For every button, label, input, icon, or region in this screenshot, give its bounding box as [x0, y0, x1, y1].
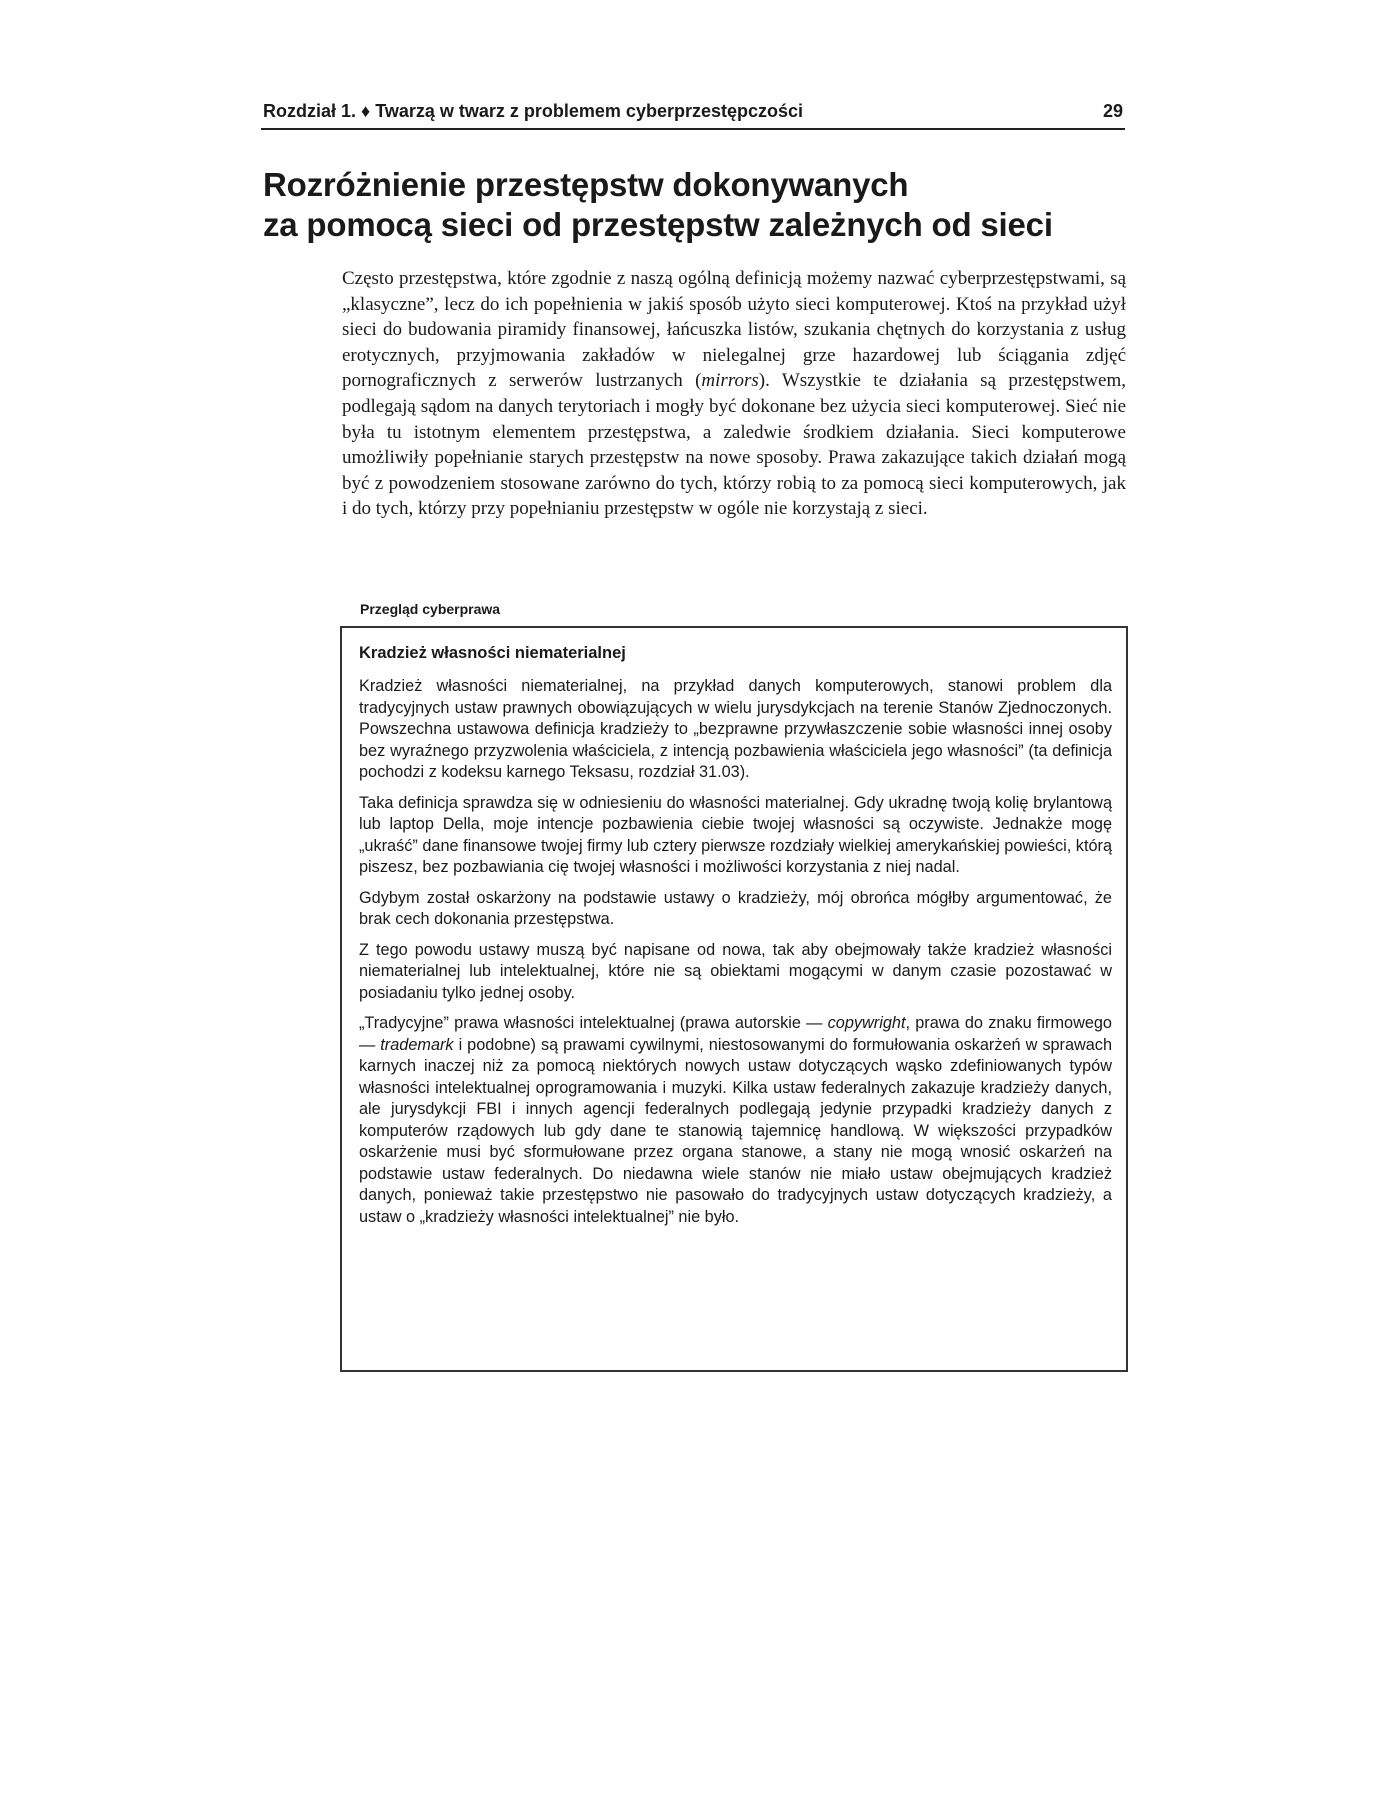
sidebar-p5-text-a: „Tradycyjne” prawa własności intelektualnej (prawa autorskie — — [359, 1014, 828, 1032]
sidebar-p5-text-c: i podobne) są prawami cywilnymi, niestosowanymi do formułowania oskarżeń w sprawach karnych inaczej niż za pomocą niektórych nowych ustaw dotyczących wąsko zdefiniowanych typów własności intelektualnej oprogramowania i muzyki. Kilka ustaw federalnych zakazuje kradzieży danych, ale jurysdykcji FBI i innych agencji federalnych podlegają jedynie przypadki kradzieży danych z komputerów rządowych lub gdy dane te stanowią tajemnicę handlową. W większości przypadków oskarżenie musi być sformułowane przez organa stanowe, a stany nie mogą wnosić oskarżeń na podstawie ustaw federalnych. Do niedawna wiele stanów nie miało ustaw obejmujących kradzież danych, ponieważ takie przestępstwo nie pasowało do tradycyjnych ustaw dotyczących kradzieży, a ustaw o „kradzieży własności intelektualnej” nie było. — [359, 1035, 1113, 1226]
sidebar-paragraph-1: Kradzież własności niematerialnej, na przykład danych komputerowych, stanowi problem dla tradycyjnych ustaw prawnych obowiązujących w wielu jurysdykcjach na terenie Stanów Zjednoczonych. Powszechna ustawowa definicja kradzieży to „bezprawne przywłaszczenie sobie własności innej osoby bez wyraźnego przyzwolenia właściciela, z intencją pozbawienia właściciela jego własności” (ta definicja pochodzi z kodeksu karnego Teksasu, rozdział 31.03). — [359, 677, 1112, 781]
page-header — [261, 98, 1125, 130]
sidebar-heading: Kradzież własności niematerialnej — [359, 644, 626, 662]
sidebar-paragraph-4: Z tego powodu ustawy muszą być napisane od nowa, tak aby obejmowały także kradzież własności niematerialnej lub intelektualnej, które nie są obiektami mogącymi w danym czasie pozostawać w posiadaniu tylko jednej osoby. — [359, 940, 1112, 1002]
section-title-line-2: za pomocą sieci od przestępstw zależnych od sieci — [263, 206, 1053, 243]
running-head: Rozdział 1. ♦ Twarzą w twarz z problemem cyberprzestępczości — [263, 101, 804, 121]
intro-text-2: ). Wszystkie te działania są przestępstwem, podlegają sądom na danych terytoriach i mogły być dokonane bez użycia sieci komputerowej. Sieć nie była tu istotnym elementem przestępstwa, a zaledwie środkiem działania. Sieci komputerowe umożliwiły popełnianie starych przestępstw na nowe sposoby. Prawa zakazujące takich działań mogą być z powodzeniem stosowane zarówno do tych, którzy robią to za pomocą sieci komputerowych, jak i do tych, którzy przy popełnianiu przestępstw w ogóle nie korzystają z sieci. — [342, 370, 1126, 520]
sidebar-box — [340, 626, 1128, 1372]
sidebar-p5-italic-1: copywright — [827, 1014, 906, 1032]
page-number: 29 — [1102, 101, 1123, 121]
sidebar-label: Przegląd cyberprawa — [360, 601, 501, 617]
sidebar-paragraph-2: Taka definicja sprawdza się w odniesieniu do własności materialnej. Gdy ukradnę twoją kolię brylantową lub laptop Della, moje intencje pozbawienia ciebie twojej własności są oczywiste. Jednakże mogę „ukraść” dane finansowe twojej firmy lub cztery pierwsze rozdziały wielkiej amerykańskiej powieści, którą piszesz, bez pozbawiania cię twojej własności i możliwości korzystania z niej nadal. — [359, 793, 1112, 876]
section-title-line-1: Rozróżnienie przestępstw dokonywanych — [263, 166, 909, 203]
sidebar-paragraph-3: Gdybym został oskarżony na podstawie ustawy o kradzieży, mój obrońca mógłby argumentować, że brak cech dokonania przestępstwa. — [359, 888, 1112, 928]
sidebar-paragraph-5 — [359, 1013, 1112, 1228]
sidebar-p5-italic-2: trademark — [380, 1035, 454, 1054]
sidebar-p5-text-b: , prawa do znaku firmowego — — [359, 1014, 1112, 1054]
intro-italic-term: mirrors — [701, 370, 759, 392]
section-title — [263, 165, 1133, 245]
intro-paragraph — [342, 266, 1126, 522]
intro-text-1: Często przestępstwa, które zgodnie z naszą ogólną definicją możemy nazwać cyberprzestępstwami, są „klasyczne”, lecz do ich popełnienia w jakiś sposób użyto sieci komputerowej. Ktoś na przykład użył sieci do budowania piramidy finansowej, łańcuszka listów, szukania chętnych do korzystania z usług erotycznych, przyjmowania zakładów w nielegalnej grze hazardowej lub ściągania zdjęć pornograficznych z serwerów lustrzanych ( — [342, 268, 1126, 392]
